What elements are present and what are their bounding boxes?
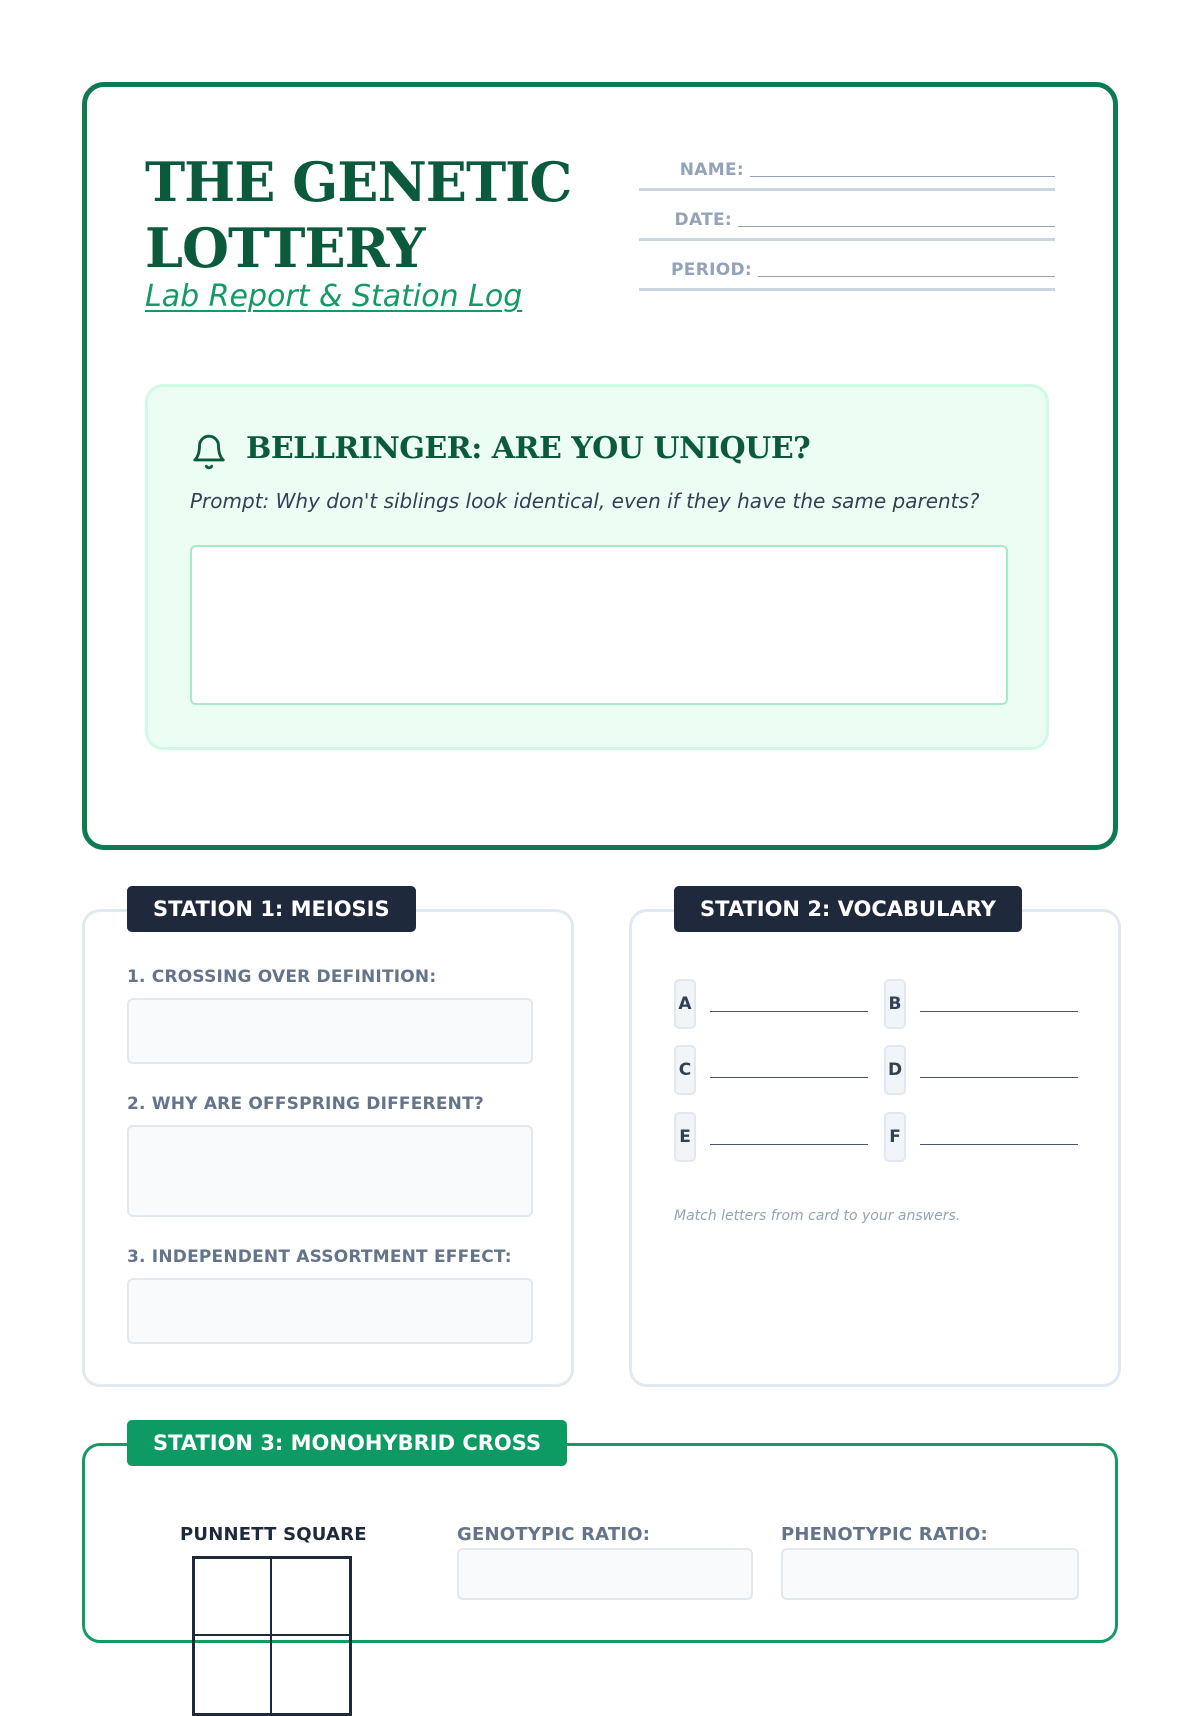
vocab-letter-badge: C (674, 1045, 696, 1095)
question-1-answer-box[interactable] (127, 998, 533, 1064)
vocab-item-a[interactable] (674, 979, 868, 1029)
bellringer-answer-box[interactable] (190, 545, 1008, 705)
station-3-card (82, 1431, 1118, 1643)
student-info-fields (639, 143, 1055, 293)
punnett-cell[interactable] (272, 1559, 349, 1636)
vocab-answer-line[interactable] (920, 1144, 1078, 1145)
genotypic-ratio-box[interactable] (457, 1548, 753, 1600)
genotypic-ratio-label: GENOTYPIC RATIO: (457, 1524, 651, 1545)
station-1-tab: STATION 1: MEIOSIS (127, 886, 416, 932)
vocab-letter-badge: F (884, 1112, 906, 1162)
period-input-line[interactable] (758, 276, 1055, 277)
vocab-item-e[interactable] (674, 1112, 868, 1162)
vocab-instruction-note: Match letters from card to your answers. (674, 1208, 961, 1224)
bellringer-prompt: Prompt: Why don't siblings look identical, even if they have the same parents? (190, 489, 980, 513)
punnett-square-label: PUNNETT SQUARE (180, 1524, 367, 1545)
vocab-answer-line[interactable] (710, 1144, 868, 1145)
bellringer-title: BELLRINGER: ARE YOU UNIQUE? (246, 431, 811, 466)
vocab-item-d[interactable] (884, 1045, 1078, 1095)
vocab-answer-line[interactable] (920, 1011, 1078, 1012)
punnett-cell[interactable] (195, 1559, 272, 1636)
punnett-cell[interactable] (195, 1636, 272, 1713)
page-subtitle: Lab Report & Station Log (145, 279, 523, 314)
vocab-item-f[interactable] (884, 1112, 1078, 1162)
date-input-line[interactable] (738, 226, 1055, 227)
station-2-tab: STATION 2: VOCABULARY (674, 886, 1022, 932)
vocab-letter-badge: D (884, 1045, 906, 1095)
question-1-label: 1. CROSSING OVER DEFINITION: (127, 967, 437, 987)
period-field[interactable] (639, 243, 1055, 291)
header-card (82, 82, 1118, 850)
punnett-cell[interactable] (272, 1636, 349, 1713)
name-label: NAME: (679, 160, 744, 180)
vocab-item-b[interactable] (884, 979, 1078, 1029)
vocab-item-c[interactable] (674, 1045, 868, 1095)
punnett-square-grid (192, 1556, 352, 1716)
vocab-letter-badge: A (674, 979, 696, 1029)
question-3-answer-box[interactable] (127, 1278, 533, 1344)
question-2-answer-box[interactable] (127, 1125, 533, 1217)
vocab-answer-line[interactable] (710, 1011, 868, 1012)
vocab-letter-badge: E (674, 1112, 696, 1162)
name-input-line[interactable] (750, 176, 1055, 177)
station-3-tab: STATION 3: MONOHYBRID CROSS (127, 1420, 567, 1466)
bell-icon (190, 433, 228, 471)
period-label: PERIOD: (671, 260, 752, 280)
bellringer-panel (145, 384, 1049, 750)
phenotypic-ratio-box[interactable] (781, 1548, 1079, 1600)
vocab-answer-line[interactable] (710, 1077, 868, 1078)
name-field[interactable] (639, 143, 1055, 191)
vocab-answer-line[interactable] (920, 1077, 1078, 1078)
phenotypic-ratio-label: PHENOTYPIC RATIO: (781, 1524, 988, 1545)
page-title: THE GENETIC LOTTERY (145, 150, 572, 280)
vocab-letter-badge: B (884, 979, 906, 1029)
question-2-label: 2. WHY ARE OFFSPRING DIFFERENT? (127, 1094, 484, 1114)
date-label: DATE: (674, 210, 732, 230)
question-3-label: 3. INDEPENDENT ASSORTMENT EFFECT: (127, 1247, 512, 1267)
station-2-card (629, 897, 1121, 1387)
date-field[interactable] (639, 193, 1055, 241)
station-1-card (82, 897, 574, 1387)
